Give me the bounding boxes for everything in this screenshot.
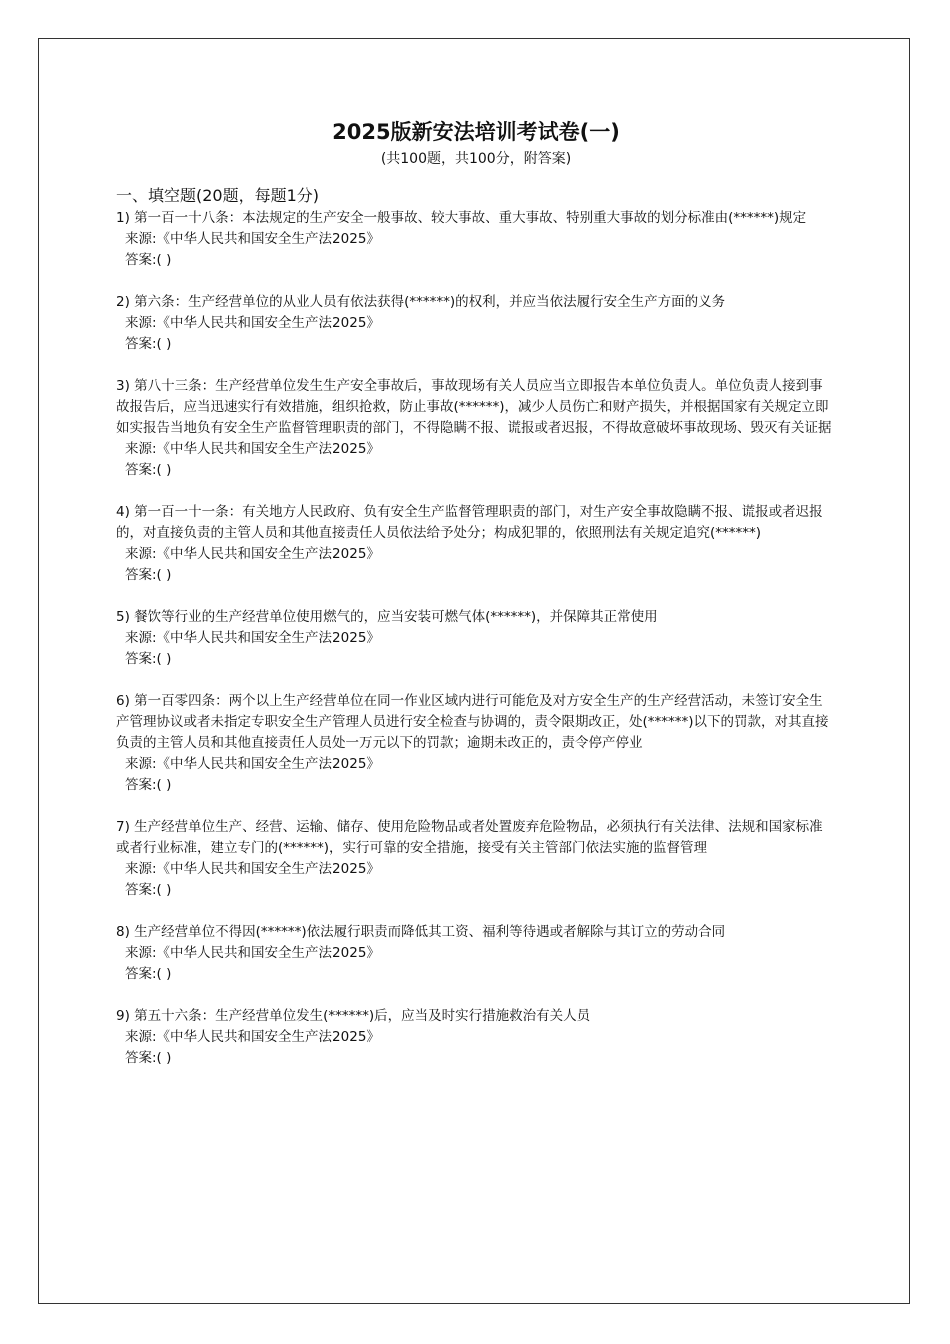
question-item <box>116 922 836 985</box>
question-answer: 答案:( ) <box>125 567 172 583</box>
question-answer: 答案:( ) <box>125 462 172 478</box>
question-text: 4) 第一百一十一条：有关地方人民政府、负有安全生产监督管理职责的部门，对生产安全事故隐瞒不报、谎报或者迟报的，对直接负责的主管人员和其他直接责任人员依法给予处分；构成犯罪的，依照刑法有关规定追究(******) <box>116 504 823 541</box>
question-text: 3) 第八十三条：生产经营单位发生生产安全事故后，事故现场有关人员应当立即报告本单位负责人。单位负责人接到事故报告后，应当迅速实行有效措施，组织抢救，防止事故(******)，减少人员伤亡和财产损失，并根据国家有关规定立即如实报告当地负有安全生产监督管理职责的部门，不得隐瞒不报、谎报或者迟报，不得故意破坏事故现场、毁灭有关证据 <box>116 378 832 436</box>
question-answer: 答案:( ) <box>125 966 172 982</box>
question-source: 来源:《中华人民共和国安全生产法2025》 <box>125 441 380 457</box>
question-item <box>116 607 836 670</box>
question-source: 来源:《中华人民共和国安全生产法2025》 <box>125 630 380 646</box>
question-source: 来源:《中华人民共和国安全生产法2025》 <box>125 315 380 331</box>
question-text: 6) 第一百零四条：两个以上生产经营单位在同一作业区域内进行可能危及对方安全生产的生产经营活动，未签订安全生产管理协议或者未指定专职安全生产管理人员进行安全检查与协调的，责令限期改正，处(******)以下的罚款，对其直接负责的主管人员和其他直接责任人员处一万元以下的罚款；逾期未改正的，责令停产停业 <box>116 693 829 751</box>
question-item <box>116 292 836 355</box>
question-source: 来源:《中华人民共和国安全生产法2025》 <box>125 1029 380 1045</box>
question-item <box>116 502 836 586</box>
question-text: 8) 生产经营单位不得因(******)依法履行职责而降低其工资、福利等待遇或者解除与其订立的劳动合同 <box>116 924 726 940</box>
question-item <box>116 817 836 901</box>
question-answer: 答案:( ) <box>125 336 172 352</box>
question-source: 来源:《中华人民共和国安全生产法2025》 <box>125 861 380 877</box>
question-text: 5) 餐饮等行业的生产经营单位使用燃气的，应当安装可燃气体(******)，并保障其正常使用 <box>116 609 658 625</box>
question-answer: 答案:( ) <box>125 1050 172 1066</box>
question-source: 来源:《中华人民共和国安全生产法2025》 <box>125 945 380 961</box>
document-body <box>116 116 836 1090</box>
question-item <box>116 691 836 796</box>
question-answer: 答案:( ) <box>125 252 172 268</box>
question-answer: 答案:( ) <box>125 882 172 898</box>
section-title: 一、填空题(20题，每题1分) <box>116 186 320 205</box>
question-item <box>116 376 836 481</box>
question-item <box>116 208 836 271</box>
question-source: 来源:《中华人民共和国安全生产法2025》 <box>125 546 380 562</box>
question-answer: 答案:( ) <box>125 777 172 793</box>
question-text: 9) 第五十六条：生产经营单位发生(******)后，应当及时实行措施救治有关人员 <box>116 1008 591 1024</box>
question-source: 来源:《中华人民共和国安全生产法2025》 <box>125 231 380 247</box>
page-subtitle: (共100题，共100分，附答案) <box>380 151 572 167</box>
question-answer: 答案:( ) <box>125 651 172 667</box>
page-title: 2025版新安法培训考试卷(一) <box>332 120 620 144</box>
question-text: 7) 生产经营单位生产、经营、运输、储存、使用危险物品或者处置废弃危险物品，必须执行有关法律、法规和国家标准或者行业标准，建立专门的(******)，实行可靠的安全措施，接受有关主管部门依法实施的监督管理 <box>116 819 823 856</box>
question-text: 1) 第一百一十八条：本法规定的生产安全一般事故、较大事故、重大事故、特别重大事故的划分标准由(******)规定 <box>116 210 807 226</box>
question-source: 来源:《中华人民共和国安全生产法2025》 <box>125 756 380 772</box>
question-item <box>116 1006 836 1069</box>
question-text: 2) 第六条：生产经营单位的从业人员有依法获得(******)的权利，并应当依法履行安全生产方面的义务 <box>116 294 726 310</box>
